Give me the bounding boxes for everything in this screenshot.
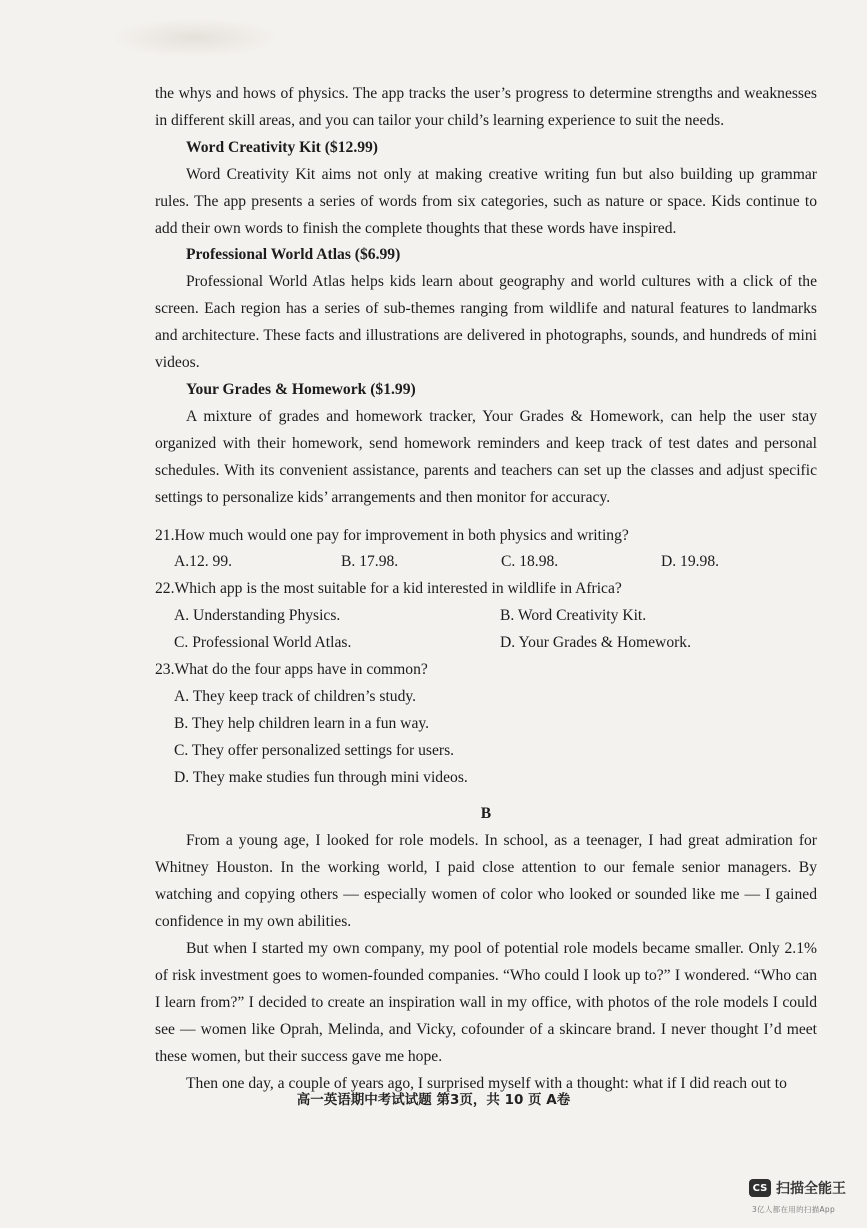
option-a: A.12. 99. <box>174 553 233 571</box>
passage-b-paragraph: From a young age, I looked for role models. In school, as a teenager, I had great admiration for Whitney Houston. In the working world, I paid close attention to our female senior managers. By watching and copying others — especially women of color who looked or sounded like me — I gained confidence in my own abilities. <box>155 832 817 931</box>
option-a: A. Understanding Physics. <box>174 607 341 625</box>
option-c: C. Professional World Atlas. <box>174 634 352 652</box>
section-label-b: B <box>480 804 492 822</box>
question-options <box>155 549 817 576</box>
app-body-word-creativity: Word Creativity Kit aims not only at making creative writing fun but also building up grammar rules. The app presents a series of words from six categories, such as nature or space. Kids continue to add their own words to finish the complete thoughts that these words have inspired. <box>155 165 817 237</box>
scanner-badge <box>749 1178 846 1198</box>
question-stem: 22.Which app is the most suitable for a kid interested in wildlife in Africa? <box>155 580 622 598</box>
camscanner-logo-icon: CS <box>749 1179 771 1197</box>
passage-b-paragraph: But when I started my own company, my pool of potential role models became smaller. Only 2.1% of risk investment goes to women-founded companies. “Who could I look up to?” I wondered. “Who can I learn from?” I decided to create an inspiration wall in my office, with photos of the role models I could see — women like Oprah, Melinda, and Vicky, cofounder of a skincare brand. I never thought I’d meet these women, but their success gave me hope. <box>155 940 817 1065</box>
app-heading-world-atlas: Professional World Atlas ($6.99) <box>186 246 401 264</box>
page-content <box>155 81 817 1098</box>
question-21 <box>155 523 817 577</box>
app-heading-word-creativity: Word Creativity Kit ($12.99) <box>186 138 379 156</box>
question-stem: 21.How much would one pay for improvement in both physics and writing? <box>155 526 629 544</box>
question-stem: 23.What do the four apps have in common? <box>155 661 428 679</box>
passage-a-intro: the whys and hows of physics. The app tracks the user’s progress to determine strengths and weaknesses in different skill areas, and you can tailor your child’s learning experience to suit the needs. <box>155 85 817 129</box>
option-b: B. 17.98. <box>341 553 399 571</box>
option-d: D. Your Grades & Homework. <box>500 634 692 652</box>
page-footer: 高一英语期中考试试题 第3页，共 10 页 A卷 <box>296 1092 571 1108</box>
app-body-world-atlas: Professional World Atlas helps kids learn about geography and world cultures with a click of the screen. Each region has a series of sub-themes ranging from wildlife and natural features to landmarks and architecture. These facts and illustrations are delivered in photographs, sounds, and hundreds of mini videos. <box>155 273 817 372</box>
option-c: C. They offer personalized settings for users. <box>174 741 455 759</box>
option-a: A. They keep track of children’s study. <box>174 687 417 705</box>
question-options <box>155 603 817 657</box>
scanner-app-name: 扫描全能王 <box>776 1181 846 1197</box>
scan-smudge <box>110 18 280 58</box>
option-b: B. They help children learn in a fun way. <box>174 714 430 732</box>
app-body-grades-homework: A mixture of grades and homework tracker, Your Grades & Homework, can help the user stay organized with their homework, send homework reminders and keep track of test dates and personal schedules. With its convenient assistance, parents and teachers can set up the classes and adjust specific settings to personalize kids’ arrangements and then monitor for accuracy. <box>155 407 817 506</box>
option-d: D. 19.98. <box>661 553 720 571</box>
question-22 <box>155 576 817 657</box>
option-c: C. 18.98. <box>501 553 559 571</box>
question-23 <box>155 657 817 792</box>
option-b: B. Word Creativity Kit. <box>500 607 647 625</box>
scanner-tagline: 3亿人都在用的扫描App <box>752 1205 836 1214</box>
app-heading-grades-homework: Your Grades & Homework ($1.99) <box>186 380 416 398</box>
passage-b-paragraph: Then one day, a couple of years ago, I surprised myself with a thought: what if I did reach out to <box>186 1074 787 1092</box>
option-d: D. They make studies fun through mini videos. <box>174 768 468 786</box>
